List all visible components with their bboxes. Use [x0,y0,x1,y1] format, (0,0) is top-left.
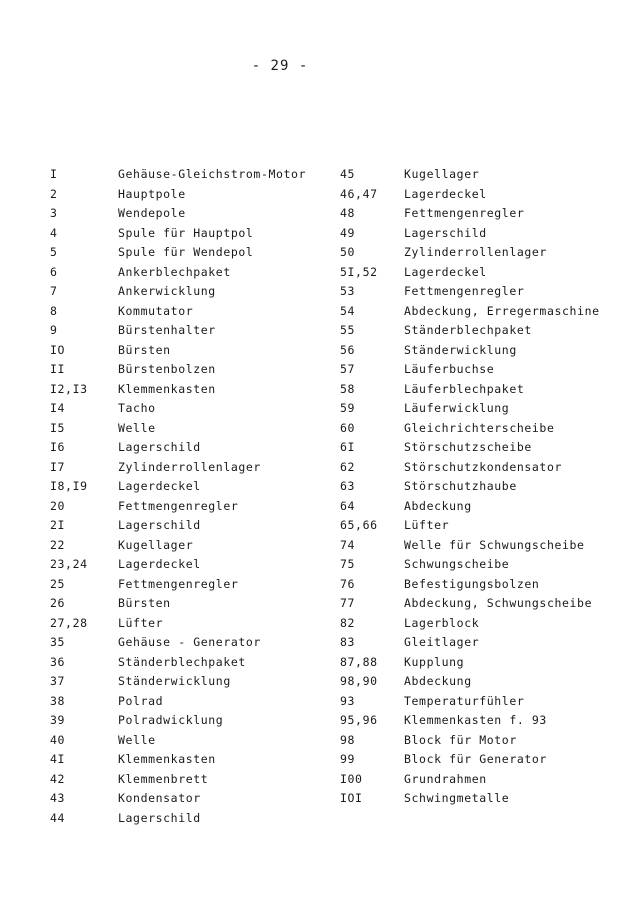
part-label: Lagerdeckel [118,557,201,571]
part-label: Welle für Schwungscheibe [404,537,585,552]
part-label: Lagerdeckel [404,264,487,279]
part-label: Kondensator [118,791,201,805]
part-label: Ständerblechpaket [118,654,246,669]
part-label: Lagerschild [118,440,201,454]
part-label: Gehäuse-Gleichstrom-Motor [118,167,307,181]
part-label: Befestigungsbolzen [404,576,540,591]
part-label: Kommutator [118,303,194,318]
part-label: Störschutzscheibe [404,440,532,454]
parts-list-item [340,497,620,517]
part-label: Klemmenkasten [118,381,216,396]
parts-list-item [340,516,620,536]
part-number: 76 [340,576,356,591]
parts-list-item [50,321,340,341]
parts-list-item [340,536,620,556]
parts-list-item [50,633,340,653]
part-number: 25 [50,576,66,591]
part-label: Lagerdeckel [404,186,487,201]
part-number: I8,I9 [50,479,88,493]
part-number: I4 [50,401,66,415]
parts-list-item [340,750,620,770]
parts-list-item [340,341,620,361]
part-number: I2,I3 [50,381,88,396]
parts-list-item [340,594,620,614]
page-number: - 29 - [251,58,309,74]
part-number: 98,90 [340,674,378,688]
part-number: 74 [340,537,356,552]
part-label: Läuferbuchse [404,362,495,376]
part-label: Abdeckung [404,674,472,688]
part-label: Ständerblechpaket [404,323,532,337]
part-label: Temperaturfühler [404,693,525,708]
part-number: 57 [340,362,356,376]
part-number: 77 [340,596,356,610]
part-number: 55 [340,323,356,337]
part-number: 20 [50,498,66,513]
part-number: 63 [340,479,356,493]
parts-list-item [50,185,340,205]
part-label: Klemmenkasten f. 93 [404,713,547,727]
parts-list-item [340,789,620,809]
parts-list-item [50,477,340,497]
parts-list-item [50,282,340,302]
parts-list-item [50,750,340,770]
part-label: Bürsten [118,596,171,610]
parts-list-item [340,399,620,419]
part-label: Spule für Wendepol [118,245,254,259]
part-number: 59 [340,401,356,415]
part-label: Grundrahmen [404,771,487,786]
parts-list-item [50,263,340,283]
parts-list-item [50,302,340,322]
part-label: Lagerschild [118,810,201,825]
part-label: Ständerwicklung [118,674,231,688]
part-label: Lüfter [118,615,164,630]
part-label: Ankerblechpaket [118,264,231,279]
part-label: Störschutzhaube [404,479,517,493]
part-label: Fettmengenregler [118,498,239,513]
part-label: Spule für Hauptpol [118,225,254,240]
part-number: IOI [340,791,363,805]
part-number: I7 [50,459,66,474]
parts-list-item [50,458,340,478]
parts-list-item [50,341,340,361]
part-number: 65,66 [340,518,378,532]
part-number: 7 [50,284,58,298]
parts-list-item [340,438,620,458]
part-number: 26 [50,596,66,610]
part-label: Ständerwicklung [404,342,517,357]
parts-list-item [50,419,340,439]
parts-list-right [340,165,620,809]
part-label: Kugellager [118,537,194,552]
part-number: 5 [50,245,58,259]
part-label: Zylinderrollenlager [404,245,547,259]
part-label: Schwungscheibe [404,557,510,571]
part-number: 36 [50,654,66,669]
part-label: Ankerwicklung [118,284,216,298]
part-label: Klemmenkasten [118,752,216,766]
part-label: Gehäuse - Generator [118,635,261,649]
part-label: Block für Generator [404,752,547,766]
parts-list-item [340,711,620,731]
part-number: 6I [340,440,356,454]
part-label: Fettmengenregler [404,284,525,298]
part-number: 54 [340,303,356,318]
part-label: Welle [118,732,156,747]
part-number: 39 [50,713,66,727]
parts-list-item [50,770,340,790]
part-number: 62 [340,459,356,474]
part-label: Fettmengenregler [118,576,239,591]
part-number: I5 [50,420,66,435]
part-label: Wendepole [118,206,186,220]
part-number: 6 [50,264,58,279]
part-label: Abdeckung, Schwungscheibe [404,596,593,610]
part-number: 43 [50,791,66,805]
parts-list-item [340,165,620,185]
parts-list-item [340,633,620,653]
parts-list-item [50,731,340,751]
parts-list-item [340,360,620,380]
part-label: Lüfter [404,518,450,532]
part-number: 60 [340,420,356,435]
parts-list-item [50,165,340,185]
part-number: 50 [340,245,356,259]
part-number: 22 [50,537,66,552]
parts-list-item [50,360,340,380]
part-label: Kugellager [404,167,480,181]
parts-list-item [50,399,340,419]
part-number: 42 [50,771,66,786]
part-label: Lagerschild [118,518,201,532]
part-number: I [50,167,58,181]
part-number: 87,88 [340,654,378,669]
parts-list-item [50,672,340,692]
part-label: Lagerblock [404,615,480,630]
part-number: 95,96 [340,713,378,727]
parts-list-item [50,614,340,634]
part-number: 35 [50,635,66,649]
part-number: 4I [50,752,66,766]
parts-list-item [340,458,620,478]
parts-list-item [50,653,340,673]
part-number: 83 [340,635,356,649]
part-label: Zylinderrollenlager [118,459,261,474]
parts-list-left [50,165,340,828]
parts-list-item [340,243,620,263]
part-label: Abdeckung, Erregermaschine [404,303,600,318]
parts-list-item [50,555,340,575]
part-number: 2 [50,186,58,201]
part-number: 37 [50,674,66,688]
part-label: Polradwicklung [118,713,224,727]
part-number: 49 [340,225,356,240]
part-label: Hauptpole [118,186,186,201]
part-number: 53 [340,284,356,298]
parts-list-item [340,672,620,692]
part-number: 56 [340,342,356,357]
part-label: Tacho [118,401,156,415]
parts-list-item [340,224,620,244]
part-label: Fettmengenregler [404,206,525,220]
part-number: 58 [340,381,356,396]
part-number: 44 [50,810,66,825]
part-label: Schwingmetalle [404,791,510,805]
parts-list-item [340,653,620,673]
parts-list-item [340,477,620,497]
part-number: 93 [340,693,356,708]
part-label: Gleichrichterscheibe [404,420,555,435]
parts-list-item [340,380,620,400]
part-number: 64 [340,498,356,513]
part-label: Welle [118,420,156,435]
parts-list-item [50,789,340,809]
parts-list-item [340,282,620,302]
part-number: IO [50,342,66,357]
parts-list-item [340,419,620,439]
parts-list-item [340,731,620,751]
part-label: Bürsten [118,342,171,357]
parts-list-item [50,438,340,458]
parts-list-item [340,321,620,341]
part-number: I6 [50,440,66,454]
part-number: 46,47 [340,186,378,201]
part-number: 38 [50,693,66,708]
part-number: 98 [340,732,356,747]
parts-list-item [50,575,340,595]
parts-list-item [340,302,620,322]
part-label: Lagerdeckel [118,479,201,493]
part-number: 5I,52 [340,264,378,279]
part-label: Kupplung [404,654,465,669]
part-number: 48 [340,206,356,220]
part-number: 40 [50,732,66,747]
parts-list-item [50,594,340,614]
parts-list-item [50,380,340,400]
parts-list-item [50,516,340,536]
part-label: Gleitlager [404,635,480,649]
parts-list-item [340,575,620,595]
part-number: 82 [340,615,356,630]
parts-list-item [50,711,340,731]
parts-list-item [50,497,340,517]
parts-list-item [340,555,620,575]
part-number: 23,24 [50,557,88,571]
parts-list-item [50,692,340,712]
part-number: I00 [340,771,363,786]
parts-list-item [50,243,340,263]
parts-list-item [340,263,620,283]
part-label: Läuferblechpaket [404,381,525,396]
part-number: 45 [340,167,356,181]
part-label: Läuferwicklung [404,401,510,415]
parts-list-item [340,614,620,634]
parts-list-item [340,204,620,224]
part-number: 27,28 [50,615,88,630]
part-label: Lagerschild [404,225,487,240]
part-number: II [50,362,66,376]
part-label: Abdeckung [404,498,472,513]
parts-list-item [340,692,620,712]
part-number: 2I [50,518,66,532]
parts-list-item [340,770,620,790]
part-label: Störschutzkondensator [404,459,562,474]
part-label: Klemmenbrett [118,771,209,786]
part-label: Bürstenbolzen [118,362,216,376]
parts-list-item [50,536,340,556]
part-number: 99 [340,752,356,766]
parts-list-item [50,204,340,224]
parts-list-item [340,185,620,205]
part-number: 8 [50,303,58,318]
part-label: Bürstenhalter [118,323,216,337]
part-number: 3 [50,206,58,220]
part-label: Polrad [118,693,164,708]
part-number: 75 [340,557,356,571]
part-label: Block für Motor [404,732,517,747]
parts-list-item [50,224,340,244]
part-number: 4 [50,225,58,240]
parts-list-item [50,809,340,829]
part-number: 9 [50,323,58,337]
